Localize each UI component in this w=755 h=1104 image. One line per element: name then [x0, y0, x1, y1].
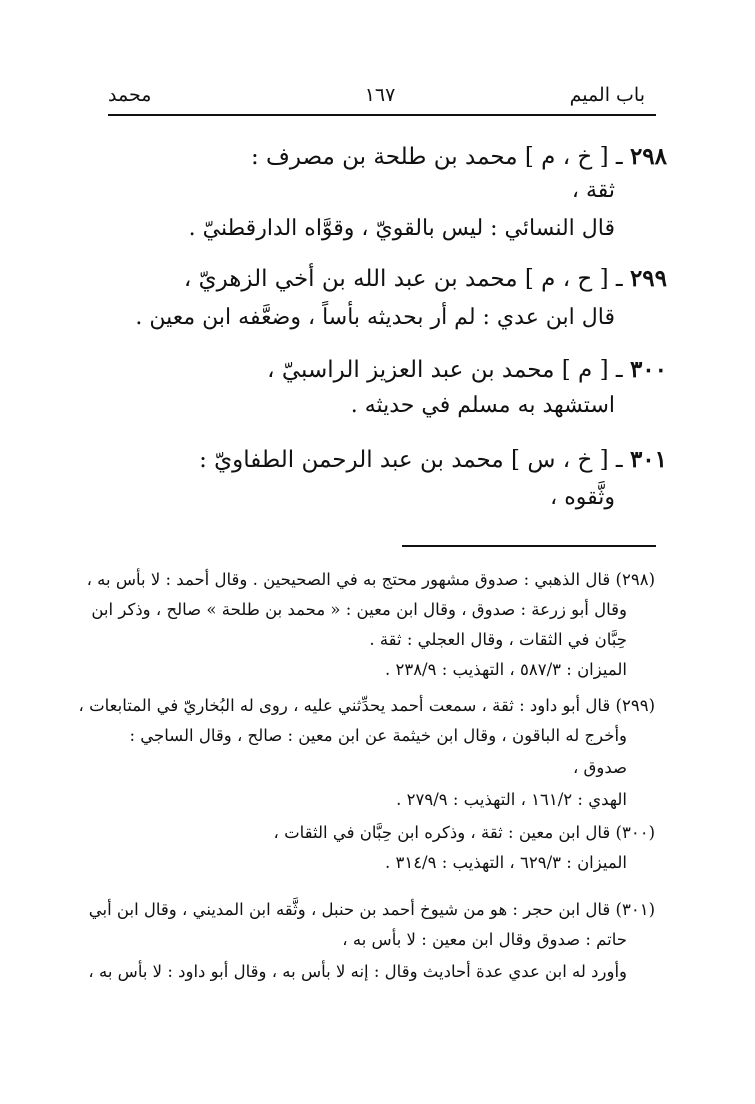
entry-heading: ـ [ م ] محمد بن عبد العزيز الراسبيّ ، [267, 357, 623, 383]
footnote-line: (٣٠٠) قال ابن معين : ثقة ، وذكره ابن حِبَّان في الثقات ، [273, 823, 655, 842]
footnote-line: حِبَّان في الثقات ، وقال العجلي : ثقة . [369, 630, 627, 649]
footnote-line: (٢٩٨) قال الذهبي : صدوق مشهور محتج به في الصحيحين . وقال أحمد : لا بأس به ، [86, 570, 655, 589]
footnote-rule [402, 545, 656, 547]
footnote-line: حاتم : صدوق وقال ابن معين : لا بأس به ، [342, 930, 627, 949]
chapter-title: باب الميم [569, 84, 645, 106]
entry-line: استشهد به مسلم في حديثه . [350, 393, 615, 418]
entry-line: قال النسائي : ليس بالقويّ ، وقوَّاه الدارقطنيّ . [188, 216, 615, 241]
entry-heading: ـ [ خ ، س ] محمد بن عبد الرحمن الطفاويّ : [199, 447, 623, 473]
entry-heading: ـ [ ح ، م ] محمد بن عبد الله بن أخي الزهريّ ، [183, 266, 623, 292]
entry-number: ٣٠١ [629, 446, 667, 473]
footnote-line: الهدي : ١٦١/٢ ، التهذيب : ٢٧٩/٩ . [396, 790, 627, 809]
footnote-line: (٢٩٩) قال أبو داود : ثقة ، سمعت أحمد يحدِّثني عليه ، روى له البُخاريّ في المتابعات ، [78, 696, 655, 715]
entry-heading: ـ [ خ ، م ] محمد بن طلحة بن مصرف : [251, 144, 623, 170]
entry-line: قال ابن عدي : لم أر بحديثه بأساً ، وضعَّفه ابن معين . [135, 305, 615, 330]
entry-title [184, 265, 667, 292]
entry-line: وثَّقوه ، [550, 485, 615, 510]
footnote-line: وأخرج له الباقون ، وقال ابن خيثمة عن ابن معين : صالح ، وقال الساجي : [129, 726, 627, 745]
footnote-line: وأورد له ابن عدي عدة أحاديث وقال : إنه لا بأس به ، وقال أبو داود : لا بأس به ، [88, 962, 627, 981]
entry-line: ثقة ، [571, 178, 615, 203]
entry-title [251, 143, 667, 170]
entry-number: ٣٠٠ [629, 356, 667, 383]
entry-title [199, 446, 667, 473]
footnote-line: وقال أبو زرعة : صدوق ، وقال ابن معين : « محمد بن طلحة » صالح ، وذكر ابن [91, 600, 627, 619]
footnote-line: صدوق ، [572, 758, 627, 777]
entry-number: ٢٩٩ [629, 265, 667, 292]
footnote-line: (٣٠١) قال ابن حجر : هو من شيوخ أحمد بن حنبل ، وثَّقه ابن المديني ، وقال ابن أبي [88, 900, 655, 919]
footnote-line: الميزان : ٦٢٩/٣ ، التهذيب : ٣١٤/٩ . [384, 853, 627, 872]
page-number: ١٦٧ [364, 84, 396, 106]
entry-number: ٢٩٨ [629, 143, 667, 170]
footnote-line: الميزان : ٥٨٧/٣ ، التهذيب : ٢٣٨/٩ . [384, 660, 627, 679]
header-rule [108, 114, 656, 116]
running-title: محمد [108, 84, 152, 106]
entry-title [267, 356, 667, 383]
